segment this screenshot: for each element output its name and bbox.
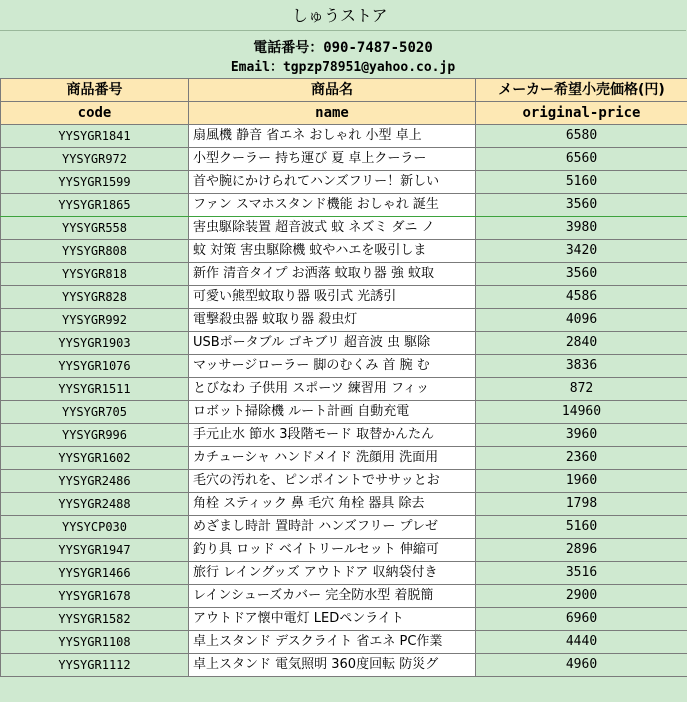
product-name-cell[interactable]: 蚊 対策 害虫駆除機 蚊やハエを吸引しま — [189, 240, 476, 263]
price-cell[interactable]: 5160 — [476, 171, 687, 194]
table-row[interactable] — [1, 148, 687, 171]
product-code-cell[interactable]: YYSYGR2486 — [1, 470, 189, 493]
table-row[interactable] — [1, 194, 687, 217]
product-code-cell[interactable]: YYSYGR2488 — [1, 493, 189, 516]
price-cell[interactable]: 3560 — [476, 194, 687, 217]
product-code-cell[interactable]: YYSYGR1678 — [1, 585, 189, 608]
table-row[interactable] — [1, 401, 687, 424]
table-row[interactable] — [1, 240, 687, 263]
product-code-cell[interactable]: YYSYGR705 — [1, 401, 189, 424]
table-row[interactable] — [1, 654, 687, 677]
product-name-cell[interactable]: 卓上スタンド デスクライト 省エネ PC作業 — [189, 631, 476, 654]
product-code-cell[interactable]: YYSYCP030 — [1, 516, 189, 539]
table-row[interactable] — [1, 539, 687, 562]
price-cell[interactable]: 14960 — [476, 401, 687, 424]
price-cell[interactable]: 5160 — [476, 516, 687, 539]
price-cell[interactable]: 6580 — [476, 125, 687, 148]
product-name-cell[interactable]: 釣り具 ロッド ベイトリールセット 伸縮可 — [189, 539, 476, 562]
table-row[interactable] — [1, 171, 687, 194]
table-row[interactable] — [1, 332, 687, 355]
price-cell[interactable]: 3836 — [476, 355, 687, 378]
product-code-cell[interactable]: YYSYGR1511 — [1, 378, 189, 401]
table-row[interactable] — [1, 493, 687, 516]
price-cell[interactable]: 4960 — [476, 654, 687, 677]
price-cell[interactable]: 2896 — [476, 539, 687, 562]
price-cell[interactable]: 4586 — [476, 286, 687, 309]
product-name-cell[interactable]: 旅行 レイングッズ アウトドア 収納袋付き — [189, 562, 476, 585]
product-name-cell[interactable]: カチューシャ ハンドメイド 洗顔用 洗面用 — [189, 447, 476, 470]
header-row-jp — [1, 79, 687, 102]
product-name-cell[interactable]: とびなわ 子供用 スポーツ 練習用 フィッ — [189, 378, 476, 401]
product-name-cell[interactable]: 電撃殺虫器 蚊取り器 殺虫灯 — [189, 309, 476, 332]
table-row[interactable] — [1, 424, 687, 447]
table-row[interactable] — [1, 286, 687, 309]
price-cell[interactable]: 4096 — [476, 309, 687, 332]
product-name-cell[interactable]: ファン スマホスタンド機能 おしゃれ 誕生 — [189, 194, 476, 217]
product-code-cell[interactable]: YYSYGR818 — [1, 263, 189, 286]
product-name-cell[interactable]: 卓上スタンド 電気照明 360度回転 防災グ — [189, 654, 476, 677]
price-cell[interactable]: 1798 — [476, 493, 687, 516]
product-name-cell[interactable]: 首や腕にかけられてハンズフリー！新しい — [189, 171, 476, 194]
price-cell[interactable]: 3420 — [476, 240, 687, 263]
product-name-cell[interactable]: 新作 清音タイプ お洒落 蚊取り器 強 蚊取 — [189, 263, 476, 286]
header-price-jp: メーカー希望小売価格(円) — [476, 79, 687, 102]
table-row[interactable] — [1, 263, 687, 286]
product-code-cell[interactable]: YYSYGR1903 — [1, 332, 189, 355]
price-cell[interactable]: 1960 — [476, 470, 687, 493]
table-row[interactable] — [1, 125, 687, 148]
header-code-en: code — [1, 102, 189, 125]
price-cell[interactable]: 2900 — [476, 585, 687, 608]
product-code-cell[interactable]: YYSYGR1602 — [1, 447, 189, 470]
header-code-jp: 商品番号 — [1, 79, 189, 102]
contact-info — [0, 32, 686, 77]
table-row[interactable] — [1, 562, 687, 585]
product-name-cell[interactable]: 毛穴の汚れを、ピンポイントでササッとお — [189, 470, 476, 493]
product-code-cell[interactable]: YYSYGR1947 — [1, 539, 189, 562]
product-name-cell[interactable]: 角栓 スティック 鼻 毛穴 角栓 器具 除去 — [189, 493, 476, 516]
product-code-cell[interactable]: YYSYGR558 — [1, 217, 189, 240]
product-name-cell[interactable]: 手元止水 節水 3段階モード 取替かんたん — [189, 424, 476, 447]
table-row[interactable] — [1, 470, 687, 493]
price-cell[interactable]: 6560 — [476, 148, 687, 171]
table-row[interactable] — [1, 447, 687, 470]
product-code-cell[interactable]: YYSYGR1599 — [1, 171, 189, 194]
price-cell[interactable]: 3980 — [476, 217, 687, 240]
price-cell[interactable]: 3560 — [476, 263, 687, 286]
price-cell[interactable]: 872 — [476, 378, 687, 401]
product-code-cell[interactable]: YYSYGR1582 — [1, 608, 189, 631]
table-row[interactable] — [1, 516, 687, 539]
price-cell[interactable]: 3516 — [476, 562, 687, 585]
product-name-cell[interactable]: アウトドア懐中電灯 LEDペンライト — [189, 608, 476, 631]
price-cell[interactable]: 2360 — [476, 447, 687, 470]
product-name-cell[interactable]: レインシューズカバー 完全防水型 着脱簡 — [189, 585, 476, 608]
phone-number: 電話番号：090-7487-5020 — [253, 40, 433, 56]
product-name-cell[interactable]: 害虫駆除装置 超音波式 蚊 ネズミ ダニ ノ — [189, 217, 476, 240]
product-code-cell[interactable]: YYSYGR1841 — [1, 125, 189, 148]
product-name-cell[interactable]: めざまし時計 置時計 ハンズフリー プレゼ — [189, 516, 476, 539]
table-row[interactable] — [1, 217, 687, 240]
product-code-cell[interactable]: YYSYGR1466 — [1, 562, 189, 585]
table-row[interactable] — [1, 355, 687, 378]
product-name-cell[interactable]: 扇風機 静音 省エネ おしゃれ 小型 卓上 — [189, 125, 476, 148]
price-cell[interactable]: 2840 — [476, 332, 687, 355]
product-name-cell[interactable]: マッサージローラー 脚のむくみ 首 腕 む — [189, 355, 476, 378]
table-row[interactable] — [1, 631, 687, 654]
product-code-cell[interactable]: YYSYGR972 — [1, 148, 189, 171]
table-row[interactable] — [1, 585, 687, 608]
header-price-en: original-price — [476, 102, 687, 125]
header-name-jp: 商品名 — [189, 79, 476, 102]
table-row[interactable] — [1, 608, 687, 631]
product-code-cell[interactable]: YYSYGR1865 — [1, 194, 189, 217]
product-code-cell[interactable]: YYSYGR1076 — [1, 355, 189, 378]
header-row-en — [1, 102, 687, 125]
product-name-cell[interactable]: USBポータブル ゴキブリ 超音波 虫 駆除 — [189, 332, 476, 355]
shop-title: しゅうストア — [0, 0, 686, 31]
header-name-en: name — [189, 102, 476, 125]
product-code-cell[interactable]: YYSYGR992 — [1, 309, 189, 332]
table-row[interactable] — [1, 309, 687, 332]
product-code-cell[interactable]: YYSYGR828 — [1, 286, 189, 309]
product-code-cell[interactable]: YYSYGR996 — [1, 424, 189, 447]
product-code-cell[interactable]: YYSYGR1108 — [1, 631, 189, 654]
price-cell[interactable]: 6960 — [476, 608, 687, 631]
product-name-cell[interactable]: 小型クーラー 持ち運び 夏 卓上クーラー — [189, 148, 476, 171]
email-address: Email：tgpzp78951@yahoo.co.jp — [230, 60, 456, 75]
product-name-cell[interactable]: ロボット掃除機 ルート計画 自動充電 — [189, 401, 476, 424]
product-table — [0, 78, 687, 677]
table-row[interactable] — [1, 378, 687, 401]
product-name-cell[interactable]: 可愛い熊型蚊取り器 吸引式 光誘引 — [189, 286, 476, 309]
product-code-cell[interactable]: YYSYGR1112 — [1, 654, 189, 677]
price-cell[interactable]: 4440 — [476, 631, 687, 654]
product-code-cell[interactable]: YYSYGR808 — [1, 240, 189, 263]
price-cell[interactable]: 3960 — [476, 424, 687, 447]
